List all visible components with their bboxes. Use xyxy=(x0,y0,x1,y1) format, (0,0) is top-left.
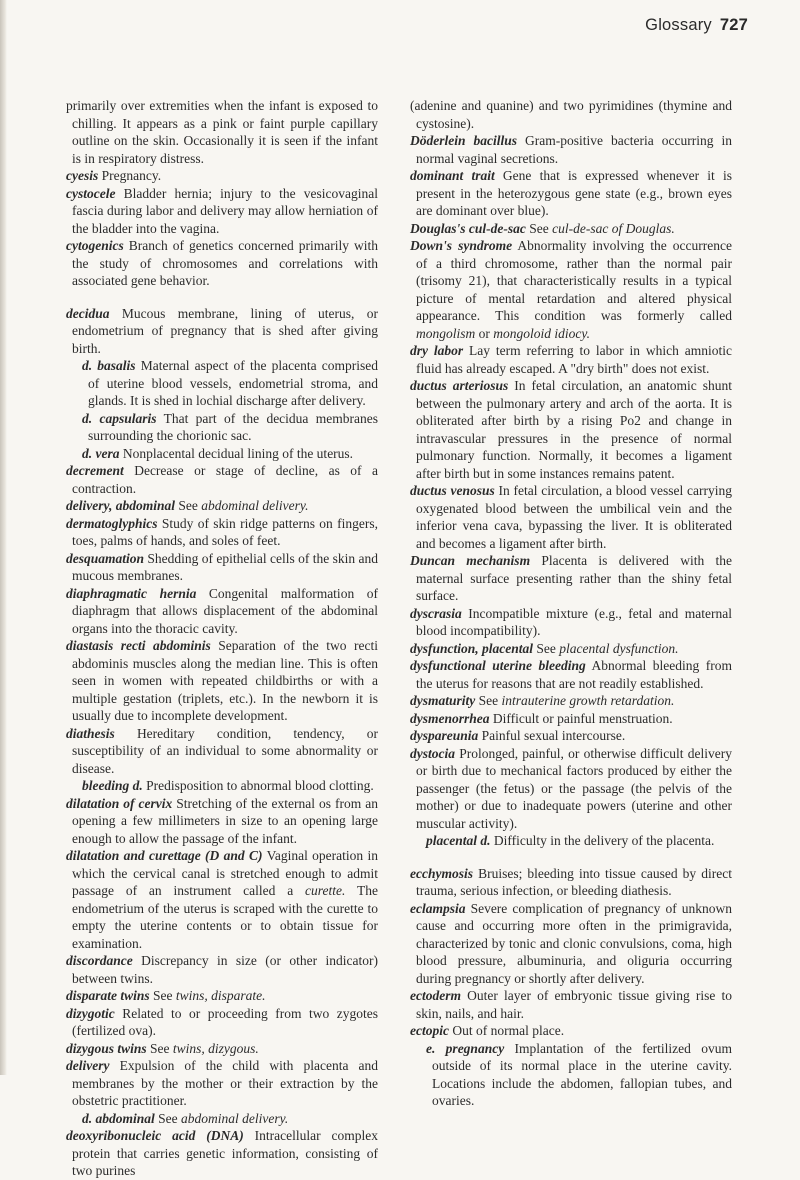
glossary-definition: (adenine and quanine) and two pyrimidines (thymine and cystosine). xyxy=(410,98,732,131)
glossary-entry-ductus-venosus xyxy=(410,482,732,552)
cross-reference: abdominal delivery. xyxy=(201,498,309,513)
glossary-definition: See xyxy=(150,1040,170,1056)
page-header xyxy=(645,16,748,35)
glossary-entry-eclampsia xyxy=(410,900,732,988)
glossary-term: delivery, abdominal xyxy=(66,498,175,513)
glossary-term: dysmaturity xyxy=(410,693,476,708)
glossary-term: cytogenics xyxy=(66,238,124,253)
glossary-term: dilatation of cervix xyxy=(66,795,173,811)
glossary-entry-dyspareunia xyxy=(410,727,732,745)
cross-reference: abdominal delivery. xyxy=(181,1110,289,1126)
cross-reference: twins, dizygous. xyxy=(172,1040,259,1056)
glossary-term: diastasis recti abdominis xyxy=(66,638,211,653)
cross-reference: mongolism xyxy=(416,325,476,341)
glossary-entry-ectopic xyxy=(410,1022,732,1040)
glossary-entry-d-basalis xyxy=(66,357,378,410)
glossary-term: dyscrasia xyxy=(410,605,462,621)
glossary-entry-delivery-abdominal xyxy=(66,497,378,515)
definition-continuation: or xyxy=(475,325,494,341)
glossary-term: dysfunctional uterine bleeding xyxy=(410,658,586,673)
glossary-entry-placental-d xyxy=(410,832,732,850)
glossary-definition: Pregnancy. xyxy=(101,168,162,183)
glossary-term: dysmenorrhea xyxy=(410,710,490,726)
glossary-definition: Hereditary condition, tendency, or susceptibility of an individual to some abnormality or disease. xyxy=(72,725,378,776)
page-number: 727 xyxy=(719,16,748,34)
left-column xyxy=(66,97,378,1180)
glossary-term: ductus arteriosus xyxy=(410,378,509,393)
glossary-entry-dry-labor xyxy=(410,342,732,377)
definition-continuation: The endometrium of the uterus is scraped with the curette to empty the uterine contents or to obtain tissue for examination. xyxy=(72,883,379,951)
glossary-definition: Stretching of the external os from an opening a few millimeters in size to an opening large enough to allow the passage of the infant. xyxy=(72,795,378,846)
glossary-entry-ecchymosis xyxy=(410,865,732,900)
glossary-entry-dysmaturity xyxy=(410,692,732,710)
glossary-entry-desquamation xyxy=(66,550,378,585)
glossary-definition: Abnormal bleeding from the uterus for reasons that are not readily established. xyxy=(416,658,732,691)
glossary-definition: Mucous membrane, lining of uterus, or endometrium of pregnancy that is shed after giving birth. xyxy=(72,305,378,356)
glossary-entry-dyscrasia xyxy=(410,605,732,640)
glossary-term: cyesis xyxy=(66,168,99,183)
glossary-term: dry labor xyxy=(410,343,464,358)
glossary-definition: Prolonged, painful, or otherwise difficult delivery or birth due to mechanical factors produced by either the passenger (the fetus) or the passage (the pelvis of the mother) or due to inadequate powers (uterine and other muscular activity). xyxy=(416,745,732,831)
glossary-definition: Discrepancy in size (or other indicator) between twins. xyxy=(72,953,378,986)
glossary-definition: Related to or proceeding from two zygotes (fertilized ova). xyxy=(72,1005,378,1038)
glossary-term: dystocia xyxy=(410,745,455,761)
glossary-entry-discordance xyxy=(66,952,378,987)
glossary-definition: Incompatible mixture (e.g., fetal and maternal blood incompatibility). xyxy=(416,605,732,638)
glossary-definition: See xyxy=(536,640,556,656)
glossary-term: bleeding d. xyxy=(82,778,143,793)
glossary-entry-cytogenics xyxy=(66,237,378,290)
glossary-entry-continuation xyxy=(66,97,378,167)
glossary-definition: Branch of genetics concerned primarily with the study of chromosomes and correlations with associated gene behavior. xyxy=(72,238,378,288)
glossary-entry-dizygotic xyxy=(66,1005,378,1040)
glossary-definition: Study of skin ridge patterns on fingers, toes, palms of hands, and soles of feet. xyxy=(72,515,378,548)
glossary-term: diaphragmatic hernia xyxy=(66,585,197,601)
glossary-term: dizygous twins xyxy=(66,1040,147,1056)
cross-reference: twins, disparate. xyxy=(175,988,266,1003)
glossary-entry-dysfunction-placental xyxy=(410,640,732,658)
glossary-entry-dilatation-and-curettage-d-and-c xyxy=(66,847,378,952)
page-spine-shadow xyxy=(0,0,7,1075)
glossary-term: delivery xyxy=(66,1058,110,1073)
glossary-term: Duncan mechanism xyxy=(410,553,531,568)
glossary-definition: In fetal circulation, a blood vessel carrying oxygenated blood between the umbilical vein and the inferior vena cava, bypassing the liver. It is obliterated and becomes a ligament after birth. xyxy=(416,483,732,551)
glossary-term: ectoderm xyxy=(410,988,461,1003)
glossary-entry-ectoderm xyxy=(410,987,732,1022)
glossary-entry-duncan-mechanism xyxy=(410,552,732,605)
glossary-entry-continuation xyxy=(410,97,732,132)
glossary-term: diathesis xyxy=(66,725,115,741)
glossary-term: dilatation and curettage (D and C) xyxy=(66,848,263,863)
glossary-term: decrement xyxy=(66,463,124,478)
glossary-term: dominant trait xyxy=(410,168,495,183)
glossary-entry-decidua xyxy=(66,305,378,358)
glossary-definition: Severe complication of pregnancy of unknown cause and occurring more often in the primigravida, characterized by tonic and clonic convulsions, coma, high blood pressure, albuminuria, and oliguria occurring during pregnancy or shortly after delivery. xyxy=(416,900,733,986)
glossary-definition: Out of normal place. xyxy=(452,1023,565,1038)
glossary-definition: Maternal aspect of the placenta comprised of uterine blood vessels, endometrial stroma, and glands. It is shed in lochial discharge after delivery. xyxy=(88,358,378,408)
glossary-term: Down's syndrome xyxy=(410,238,513,253)
glossary-term: Döderlein bacillus xyxy=(410,133,518,148)
glossary-definition: Placenta is delivered with the maternal surface presenting rather than the shiny fetal surface. xyxy=(416,553,733,603)
glossary-term: d. vera xyxy=(82,445,120,461)
glossary-entry-dysmenorrhea xyxy=(410,710,732,728)
glossary-entry-dominant-trait xyxy=(410,167,732,220)
glossary-definition: Outer layer of embryonic tissue giving rise to skin, nails, and hair. xyxy=(416,988,732,1021)
glossary-definition: Separation of the two recti abdominis muscles along the median line. This is often seen in women with repeated childbirths or with a multiple gestation (triplets, etc.). In the newborn it is usually due to incomplete development. xyxy=(72,638,379,723)
glossary-term: Douglas's cul-de-sac xyxy=(410,220,526,236)
cross-reference: mongoloid idiocy. xyxy=(493,325,591,341)
glossary-definition: See xyxy=(153,988,173,1003)
glossary-definition: Difficulty in the delivery of the placenta. xyxy=(493,833,715,848)
glossary-definition: Intracellular complex protein that carries genetic information, consisting of two purines xyxy=(72,1128,379,1178)
glossary-entry-decrement xyxy=(66,462,378,497)
glossary-definition: primarily over extremities when the infant is exposed to chilling. It appears as a pink or faint purple capillary outline on the skin. Occasionally it is seen if the infant is in respiratory distress. xyxy=(66,98,378,166)
section-title: Glossary xyxy=(645,16,712,34)
cross-reference: curette. xyxy=(305,883,346,898)
glossary-term: dizygotic xyxy=(66,1005,115,1021)
glossary-definition: Congenital malformation of diaphragm that allows displacement of the abdominal organs into the thoracic cavity. xyxy=(72,585,378,636)
glossary-entry-diastasis-recti-abdominis xyxy=(66,637,378,725)
glossary-definition: Gram-positive bacteria occurring in normal vaginal secretions. xyxy=(416,133,732,166)
glossary-entry-dizygous-twins xyxy=(66,1040,378,1058)
glossary-term: d. abdominal xyxy=(82,1110,155,1126)
cross-reference: intrauterine growth retardation. xyxy=(501,693,675,708)
glossary-entry-d-capsularis xyxy=(66,410,378,445)
glossary-entry-delivery xyxy=(66,1057,378,1110)
cross-reference: placental dysfunction. xyxy=(559,640,679,656)
glossary-term: dysfunction, placental xyxy=(410,640,534,656)
glossary-definition: Painful sexual intercourse. xyxy=(481,728,626,743)
glossary-entry-cystocele xyxy=(66,185,378,238)
glossary-definition: That part of the decidua membranes surrounding the chorionic sac. xyxy=(88,410,378,443)
glossary-entry-disparate-twins xyxy=(66,987,378,1005)
glossary-term: deoxyribonucleic acid (DNA) xyxy=(66,1128,244,1143)
glossary-entry-bleeding-d xyxy=(66,777,378,795)
glossary-entry-dystocia xyxy=(410,745,732,833)
cross-reference: cul-de-sac of Douglas. xyxy=(552,220,675,236)
glossary-term: cystocele xyxy=(66,185,116,201)
glossary-definition: Lay term referring to labor in which amniotic fluid has already escaped. A "dry birth" does not exist. xyxy=(416,343,733,376)
glossary-term: d. basalis xyxy=(82,358,136,373)
glossary-definition: See xyxy=(478,693,499,708)
glossary-entry-douglas-s-cul-de-sac xyxy=(410,220,732,238)
glossary-entry-dilatation-of-cervix xyxy=(66,795,378,848)
glossary-entry-diaphragmatic-hernia xyxy=(66,585,378,638)
glossary-term: dyspareunia xyxy=(410,728,479,743)
glossary-term: e. pregnancy xyxy=(426,1040,505,1056)
glossary-definition: Shedding of epithelial cells of the skin and mucous membranes. xyxy=(72,550,379,583)
glossary-definition: Expulsion of the child with placenta and membranes by the mother or their extraction by the obstetric practitioner. xyxy=(72,1058,379,1108)
glossary-entry-ductus-arteriosus xyxy=(410,377,732,482)
glossary-definition: In fetal circulation, an anatomic shunt between the pulmonary artery and arch of the aorta. It is obliterated after birth by a rising Po2 and change in intravascular pressures in the presence of normal pulmonary function. Normally, it becomes a ligament after birth but in some instances remains patent. xyxy=(416,378,732,481)
glossary-definition: Decrease or stage of decline, as of a contraction. xyxy=(72,463,378,496)
glossary-entry-cyesis xyxy=(66,167,378,185)
glossary-definition: See xyxy=(178,498,198,513)
glossary-term: ecchymosis xyxy=(410,865,473,881)
glossary-term: dermatoglyphics xyxy=(66,515,158,531)
glossary-term: discordance xyxy=(66,953,133,968)
right-column xyxy=(410,97,732,1110)
glossary-definition: Gene that is expressed whenever it is present in the heterozygous gene state (e.g., brown eyes are dominant over blue). xyxy=(416,168,733,218)
glossary-term: disparate twins xyxy=(66,988,150,1003)
glossary-definition: Bladder hernia; injury to the vesicovaginal fascia during labor and delivery may allow herniation of the bladder into the vagina. xyxy=(72,185,378,236)
glossary-term: ductus venosus xyxy=(410,483,495,498)
glossary-term: desquamation xyxy=(66,550,145,566)
glossary-term: d. capsularis xyxy=(82,410,157,426)
glossary-term: ectopic xyxy=(410,1023,449,1038)
glossary-definition: Nonplacental decidual lining of the uterus. xyxy=(122,445,354,461)
glossary-definition: See xyxy=(529,220,549,236)
glossary-definition: See xyxy=(158,1110,178,1126)
glossary-term: placental d. xyxy=(426,833,491,848)
glossary-term: decidua xyxy=(66,305,110,321)
glossary-entry-dermatoglyphics xyxy=(66,515,378,550)
glossary-entry-d-vera xyxy=(66,445,378,463)
glossary-entry-deoxyribonucleic-acid-dna xyxy=(66,1127,378,1180)
glossary-entry-diathesis xyxy=(66,725,378,778)
glossary-definition: Implantation of the fertilized ovum outside of its normal place in the uterine cavity. Locations include the abdomen, fallopian tubes, and ovaries. xyxy=(432,1040,732,1108)
glossary-entry-down-s-syndrome xyxy=(410,237,732,342)
glossary-entry-d-abdominal xyxy=(66,1110,378,1128)
glossary-definition: Abnormality involving the occurrence of a third chromosome, rather than the normal pair (trisomy 21), that characteristically results in a typical picture of mental retardation and altered physical appearance. This condition was formerly called xyxy=(416,238,732,323)
glossary-definition: Vaginal operation in which the cervical canal is stretched enough to admit passage of an instrument called a xyxy=(72,848,378,898)
glossary-definition: Difficult or painful menstruation. xyxy=(492,710,673,726)
glossary-entry-d-derlein-bacillus xyxy=(410,132,732,167)
glossary-entry-dysfunctional-uterine-bleeding xyxy=(410,657,732,692)
glossary-definition: Bruises; bleeding into tissue caused by direct trauma, serious infection, or bleeding diathesis. xyxy=(416,865,732,898)
glossary-term: eclampsia xyxy=(410,900,466,916)
glossary-definition: Predisposition to abnormal blood clotting. xyxy=(146,778,374,793)
